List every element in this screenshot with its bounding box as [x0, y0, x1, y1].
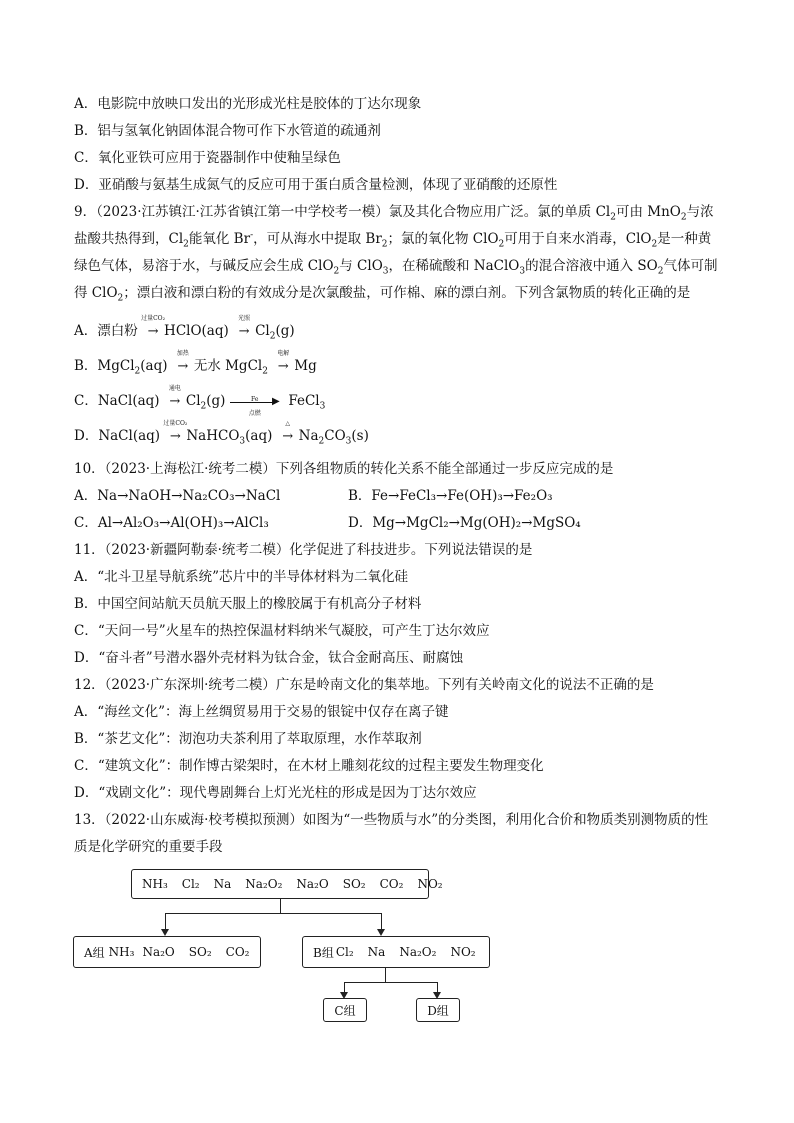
q9-text: 是一种黄	[657, 231, 712, 247]
q11-option-c: C．“天问一号”火星车的热控保温材料纳米气凝胶，可产生丁达尔效应	[74, 623, 490, 639]
subscript: 3	[345, 436, 352, 447]
q9-text: Cl	[255, 323, 270, 339]
q9-text: HClO(aq)	[164, 323, 229, 339]
top-substance-box	[131, 869, 443, 899]
reaction-arrow: 通电 →	[164, 393, 186, 411]
arrow-condition: Fe	[251, 395, 259, 403]
q9-text: 可由 MnO	[615, 204, 681, 220]
substance-label: Cl₂	[181, 877, 200, 891]
group-label: C组	[334, 1003, 356, 1018]
subscript: 2	[117, 293, 124, 304]
q9-text: 能氧化 Br	[188, 231, 251, 247]
subscript: 3	[239, 436, 246, 447]
q9-stem-line3	[74, 257, 717, 275]
q11-option-a: A．“北斗卫星导航系统”芯片中的半导体材料为二氧化硅	[74, 569, 409, 585]
q9-text: 9．（2023·江苏镇江·江苏省镇江第一中学校考一模）氯及其化合物应用广泛。氯的单质 Cl	[74, 204, 611, 220]
subscript: 3	[319, 401, 326, 412]
q9-text: (aq)	[140, 358, 168, 374]
q9-text: Na	[298, 428, 319, 444]
connector-line	[344, 982, 345, 992]
q9-option-d	[74, 419, 369, 447]
connector-line	[165, 913, 166, 929]
q9-text: NaHCO	[186, 428, 240, 444]
q11-option-b: B．中国空间站航天员航天服上的橡胶属于有机高分子材料	[74, 596, 422, 612]
q9-text: ，在稀硫酸和 NaClO	[388, 258, 520, 274]
superscript: -	[250, 230, 254, 241]
substance-label: Na	[367, 945, 386, 959]
q9-text: 的混合溶液中通入 SO	[525, 258, 658, 274]
q12-option-d: D．“戏剧文化”：现代粤剧舞台上灯光光柱的形成是因为丁达尔效应	[74, 785, 477, 801]
connector-line	[280, 899, 281, 913]
q9-text: ；氯的氧化物 ClO	[387, 231, 499, 247]
q8-option-c: C．氧化亚铁可应用于瓷器制作中使釉呈绿色	[74, 150, 341, 166]
q12-option-a: A．“海丝文化”：海上丝绸贸易用于交易的银锭中仅存在离子键	[74, 704, 449, 720]
group-a-box	[73, 936, 261, 968]
connector-line	[437, 982, 438, 992]
q9-stem-line1	[74, 203, 714, 221]
subscript: 2	[657, 266, 664, 277]
reaction-arrow: 光照 →	[233, 323, 255, 341]
arrow-shaft	[230, 402, 274, 403]
arrow-condition: 过量CO₂	[163, 419, 188, 427]
q9-option-c	[74, 384, 326, 417]
group-label: A组	[84, 945, 105, 960]
reaction-arrow: 过量CO₂ →	[142, 323, 164, 341]
reaction-arrow: 过量CO₂ →	[164, 428, 186, 446]
connector-line	[385, 968, 386, 982]
subscript: 2	[318, 436, 325, 447]
q13-stem-line1: 13．（2022·山东威海·校考模拟预测）如图为“一些物质与水”的分类图，利用化合价和物质类别测物质的性	[74, 812, 709, 828]
subscript: 2	[651, 239, 658, 250]
subscript: 2	[269, 331, 276, 342]
substance-label: NO₂	[450, 945, 476, 959]
substance-label: Na₂O₂	[399, 945, 437, 959]
q10-stem: 10．（2023·上海松江·统考二模）下列各组物质的转化关系不能全部通过一步反应完成的是	[74, 461, 614, 477]
subscript: 3	[382, 266, 389, 277]
q12-option-b: B．“茶艺文化”：沏泡功夫茶利用了萃取原理，水作萃取剂	[74, 731, 422, 747]
connector-line	[344, 982, 437, 983]
q12-option-c: C．“建筑文化”：制作博古梁架时，在木材上雕刻花纹的过程主要发生物理变化	[74, 758, 544, 774]
subscript: 2	[200, 401, 207, 412]
arrow-head	[377, 929, 385, 936]
q9-option-b	[74, 349, 317, 377]
arrow-head: ▶	[272, 395, 280, 407]
q9-text: CO	[324, 428, 346, 444]
subscript: 2	[381, 239, 388, 250]
q9-stem-line4	[74, 284, 690, 302]
arrow-condition: 光照	[238, 314, 251, 322]
connector-line	[381, 913, 382, 929]
q9-text: 绿色气体，易溶于水，与碱反应会生成 ClO	[74, 258, 334, 274]
q12-stem: 12．（2023·广东深圳·统考二模）广东是岭南文化的集萃地。下列有关岭南文化的说法不正确的是	[74, 677, 654, 693]
q8-option-d: D．亚硝酸与氨基生成氮气的反应可用于蛋白质含量检测，体现了亚硝酸的还原性	[74, 177, 558, 193]
q9-text: (g)	[206, 393, 226, 409]
q9-text: B．MgCl	[74, 358, 135, 374]
substance-label: CO₂	[379, 877, 404, 891]
q9-text: 气体可制	[663, 258, 718, 274]
q11-stem: 11．（2023·新疆阿勒泰·统考二模）化学促进了科技进步。下列说法错误的是	[74, 542, 533, 558]
q9-text: Mg	[294, 358, 317, 374]
q9-text: 与浓	[686, 204, 714, 220]
substance-label: SO₂	[342, 877, 366, 891]
q9-text: Cl	[185, 393, 201, 409]
subscript: 3	[519, 266, 526, 277]
q8-option-b: B．铝与氢氧化钠固体混合物可作下水管道的疏通剂	[74, 123, 381, 139]
substance-label: Cl₂	[335, 945, 354, 959]
q10-option-d: D．Mg→MgCl₂→Mg(OH)₂→MgSO₄	[348, 515, 581, 531]
subscript: 2	[680, 212, 687, 223]
substance-label: CO₂	[225, 945, 250, 959]
q9-stem-line2	[74, 230, 711, 248]
q9-text: ；漂白液和漂白粉的有效成分是次氯酸盐，可作棉、麻的漂白剂。下列含氯物质的转化正确的是	[123, 285, 691, 301]
subscript: 2	[183, 239, 189, 250]
q9-text: 盐酸共热得到，Cl	[74, 231, 184, 247]
q9-text: (aq)	[245, 428, 273, 444]
q11-option-d: D．“奋斗者”号潜水器外壳材料为钛合金，钛合金耐高压、耐腐蚀	[74, 650, 464, 666]
reaction-arrow: 加热 →	[172, 358, 194, 376]
group-label: B组	[313, 945, 334, 960]
group-c-box	[323, 998, 367, 1022]
q9-text: ，可从海水中提取 Br	[253, 231, 382, 247]
arrow-condition: △	[285, 419, 290, 427]
subscript: 2	[262, 366, 268, 377]
group-d-box	[416, 998, 460, 1022]
q8-option-a: A．电影院中放映口发出的光形成光柱是胶体的丁达尔现象	[74, 96, 422, 112]
q13-stem-line2: 质是化学研究的重要手段	[74, 839, 223, 855]
arrow-condition: 通电	[168, 384, 181, 392]
substance-label: Na₂O	[296, 877, 329, 891]
q9-text: (g)	[275, 323, 295, 339]
q10-option-c: C．Al→Al₂O₃→Al(OH)₃→AlCl₃	[74, 515, 269, 531]
substance-label: SO₂	[188, 945, 212, 959]
subscript: 2	[333, 266, 340, 277]
reaction-arrow: 电解 →	[272, 358, 294, 376]
connector-line	[165, 913, 381, 914]
q9-text: C．NaCl(aq)	[74, 393, 160, 409]
substance-label: Na₂O	[142, 945, 175, 959]
substance-label: Na₂O₂	[245, 877, 283, 891]
subscript: 2	[610, 212, 616, 223]
q9-text: D．NaCl(aq)	[74, 428, 161, 444]
q9-text: 得 ClO	[74, 285, 118, 301]
group-label: D组	[427, 1003, 449, 1018]
subscript: 2	[134, 366, 141, 377]
q10-option-a: A．Na→NaOH→Na₂CO₃→NaCl	[74, 488, 281, 504]
q9-text: A．漂白粉	[74, 323, 138, 339]
reaction-arrow	[230, 395, 280, 417]
arrow-condition: 加热	[176, 349, 189, 357]
substance-label: NO₂	[417, 877, 443, 891]
arrow-condition: 电解	[277, 349, 290, 357]
q9-text: FeCl	[288, 393, 320, 409]
subscript: 2	[498, 239, 505, 250]
q10-option-b: B．Fe→FeCl₃→Fe(OH)₃→Fe₂O₃	[348, 488, 553, 504]
q9-text: 与 ClO	[339, 258, 383, 274]
arrow-head	[161, 929, 169, 936]
group-b-box	[302, 936, 490, 968]
reaction-arrow: △ →	[277, 428, 299, 446]
substance-label: NH₃	[108, 945, 135, 959]
arrow-condition: 过量CO₂	[141, 314, 165, 322]
q9-text: 无水 MgCl	[193, 358, 263, 374]
q9-option-a	[74, 314, 295, 342]
arrow-condition: 点燃	[248, 409, 261, 417]
substance-label: NH₃	[142, 877, 168, 891]
q9-text: 可用于自来水消毒，ClO	[504, 231, 652, 247]
q9-text: (s)	[351, 428, 369, 444]
substance-label: Na	[213, 877, 232, 891]
